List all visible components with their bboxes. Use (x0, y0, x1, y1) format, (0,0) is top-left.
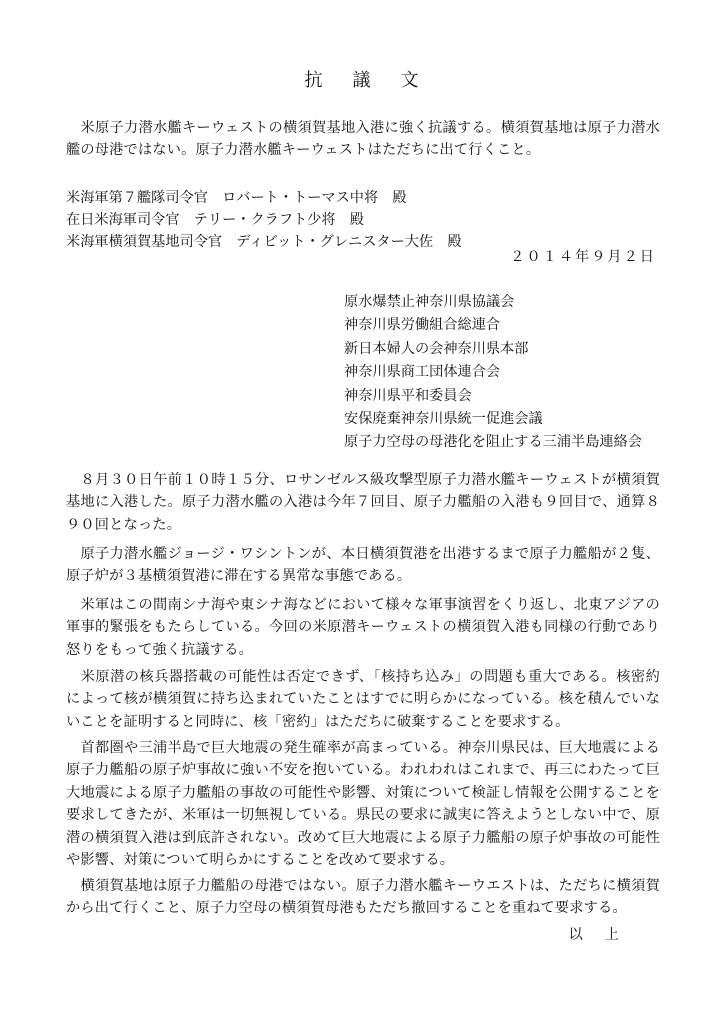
closing-mark: 以上 (568, 927, 641, 943)
organization-item: 新日本婦人の会神奈川県本部 (344, 340, 529, 357)
organization-item: 原水爆禁止神奈川県協議会 (344, 294, 515, 310)
addressee-cnfj: 在日米海軍司令官 テリー・クラフト少将 殿 (66, 212, 364, 228)
document-date: ２０１４年９月２日 (510, 249, 656, 265)
organization-item: 神奈川県商工団体連合会 (344, 364, 501, 381)
organization-item: 神奈川県平和委員会 (344, 387, 472, 404)
addressee-7th-fleet: 米海軍第７艦隊司令官 ロバート・トーマス中将 殿 (66, 190, 407, 206)
body-paragraph-military-exercises: 米軍はこの間南シナ海や東シナ海などにおいて様々な軍事演習をくり返し、北東アジアの軍事的緊張をもたらしている。今回の米原潜キーウェストの横須賀入港も同様の行動であり怒りをもって強く抗議する。 (66, 597, 660, 658)
body-paragraph-earthquake: 首都圏や三浦半島で巨大地震の発生確率が高まっている。神奈川県民は、巨大地震による原子力艦船の原子炉事故に強い不安を抱いている。われわれはこれまで、再三にわたって巨大地震による原子力艦船の事故の可能性や影響、対策について検証し情報を公開することを要求してきたが、米軍は一切無視している。県民の要求に誠実に答えようとしない中で、原潜の横須賀入港は到底許されない。改めて巨大地震による原子力艦船の原子炉事故の可能性や影響、対策について明らかにすることを改めて要求する。 (66, 740, 660, 869)
document-title: 抗議文 (304, 70, 449, 91)
intro-paragraph: 米原子力潜水艦キーウェストの横須賀基地入港に強く抗議する。横須賀基地は原子力潜水艦の母港ではない。原子力潜水艦キーウェストはただちに出て行くこと。 (66, 120, 660, 159)
body-paragraph-george-washington: 原子力潜水艦ジョージ・ワシントンが、本日横須賀港を出港するまで原子力艦船が２隻、原子炉が３基横須賀港に滞在する異常な事態である。 (66, 546, 660, 585)
body-paragraph-nuclear-weapons: 米原潜の核兵器搭載の可能性は否定できず、「核持ち込み」の問題も重大である。核密約によって核が横須賀に持ち込まれていたことはすでに明らかになっている。核を積んでいないことを証明すると同時に、核「密約」はただちに破棄することを要求する。 (66, 669, 660, 730)
body-paragraph-demand: 横須賀基地は原子力艦船の母港ではない。原子力潜水艦キーウエストは、ただちに横須賀から出て行くこと、原子力空母の横須賀母港もただち撤回することを重ねて要求する。 (66, 878, 660, 917)
addressee-yokosuka-base: 米海軍横須賀基地司令官 ディビット・グレニスター大佐 殿 (66, 234, 462, 250)
organization-item: 原子力空母の母港化を阻止する三浦半島連絡会 (344, 434, 642, 451)
signatory-organizations (344, 291, 642, 455)
organization-item: 神奈川県労働組合総連合 (344, 317, 501, 334)
body-paragraph-entry: ８月３０日午前１０時１５分、ロサンゼルス級攻撃型原子力潜水艦キーウェストが横須賀基地に入港した。原子力潜水艦の入港は今年７回目、原子力艦船の入港も９回目で、通算８９０回となった。 (66, 472, 660, 533)
organization-item: 安保廃棄神奈川県統一促進会議 (344, 411, 543, 428)
